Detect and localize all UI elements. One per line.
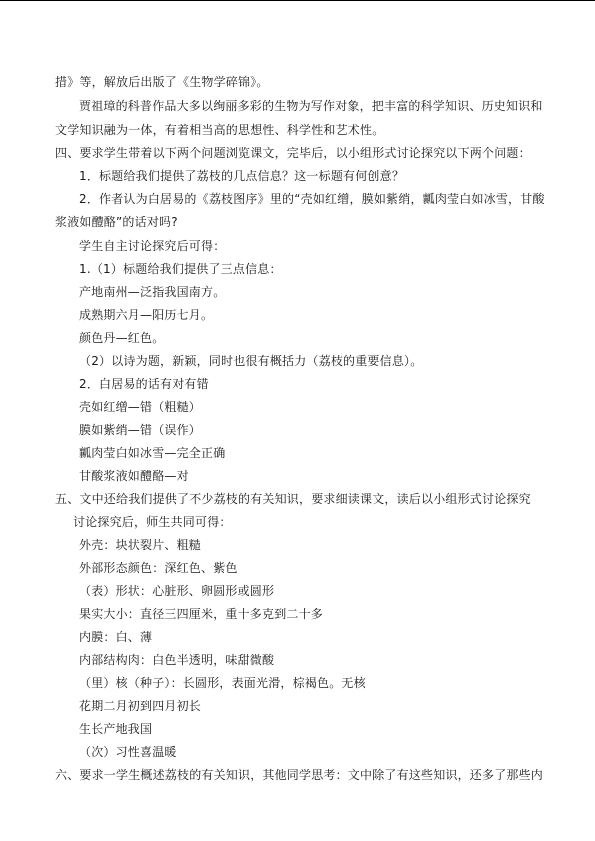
text-line: 外壳：块状裂片、粗糙 (79, 538, 202, 552)
section-heading: 六、要求一学生概述荔枝的有关知识，其他同学思考：文中除了有这些知识，还多了那些内 (55, 768, 544, 782)
text-line: 花期二月初到四月初长 (79, 699, 202, 713)
section-heading: 五、文中还给我们提供了不少荔枝的有关知识，要求细读课文，读后以小组形式讨论探究 (55, 492, 531, 506)
text-line: 1.（1）标题给我们提供了三点信息： (79, 262, 282, 276)
text-line: 果实大小：直径三四厘米，重十多克到二十多 (79, 607, 324, 621)
text-line: 内部结构肉：白色半透明，味甜微酸 (79, 653, 275, 667)
text-line: （2）以诗为题，新颖，同时也很有概括力（荔枝的重要信息）。 (79, 354, 423, 368)
text-line: 浆液如醴酪”的话对吗? (55, 215, 178, 229)
text-line: 文学知识融为一体，有着相当高的思想性、科学性和艺术性。 (55, 123, 385, 137)
section-heading: 四、要求学生带着以下两个问题浏览课文，完毕后，以小组形式讨论探究以下两个问题： (55, 146, 531, 160)
text-line: 壳如红缯—错（粗糙） (79, 400, 202, 414)
text-line: 甘酸浆液如醴酪—对 (79, 469, 189, 483)
page-top-border (0, 0, 595, 1)
text-line: 成熟期六月—阳历七月。 (79, 308, 214, 322)
text-line: 外部形态颜色：深红色、紫色 (79, 561, 238, 575)
text-line: 产地南州—泛指我国南方。 (79, 285, 226, 299)
text-line: 瓤肉莹白如冰雪—完全正确 (79, 446, 226, 460)
text-line: 2．作者认为白居易的《荔枝图序》里的“壳如红缯，膜如紫绡，瓤肉莹白如冰雪，甘酸 (79, 192, 545, 206)
text-line: 生长产地我国 (79, 722, 153, 736)
text-line: （里）核（种子）：长圆形，表面光滑，棕褐色。无核 (79, 676, 366, 690)
text-line: 学生自主讨论探究后可得： (79, 239, 226, 253)
text-line: 颜色丹—红色。 (79, 331, 165, 345)
text-line: 贾祖璋的科普作品大多以绚丽多彩的生物为写作对象，把丰富的科学知识、历史知识和 (79, 99, 543, 113)
text-line: 内膜：白、薄 (79, 630, 153, 644)
text-line: 讨论探究后，师生共同可得： (73, 515, 232, 529)
text-line: （表）形状：心脏形、卵圆形或圆形 (79, 584, 275, 598)
text-line: （次）习性喜温暖 (79, 745, 177, 759)
text-line: 1．标题给我们提供了荔枝的几点信息？这一标题有何创意？ (79, 169, 405, 183)
text-line: 措》等，解放后出版了《生物学碎锦》。 (55, 75, 269, 89)
text-line: 膜如紫绡—错（误作） (79, 423, 202, 437)
text-line: 2．白居易的话有对有错 (79, 377, 209, 391)
